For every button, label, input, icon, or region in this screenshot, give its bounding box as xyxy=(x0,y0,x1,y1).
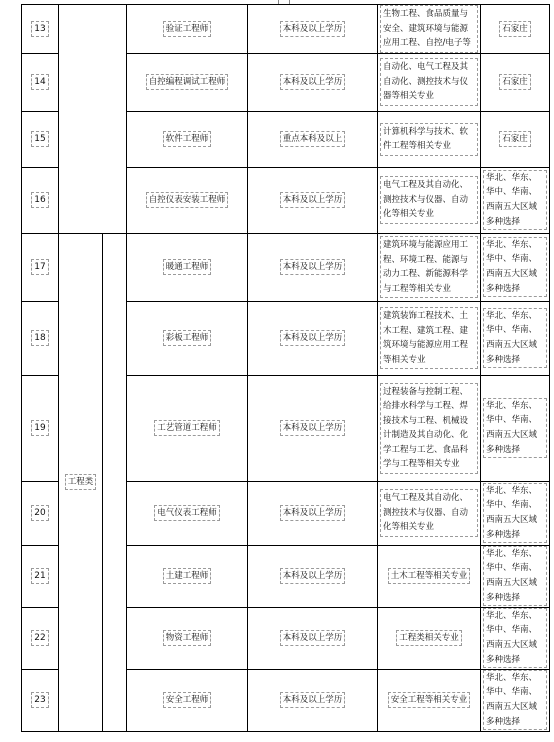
job-title: 自控编程调试工程师 xyxy=(146,74,229,90)
work-location: 石家庄 xyxy=(499,131,531,147)
major-requirement: 电气工程及其自动化、测控技术与仪器、自动化等相关专业 xyxy=(380,176,478,224)
education-cell xyxy=(248,375,378,481)
major-cell xyxy=(378,607,481,669)
row-number: 19 xyxy=(31,420,48,436)
major-requirement: 土木工程等相关专业 xyxy=(388,568,471,584)
location-cell xyxy=(481,481,550,545)
job-title-cell xyxy=(127,545,248,607)
row-number-cell xyxy=(22,233,59,301)
education-requirement: 本科及以上学历 xyxy=(280,630,346,646)
work-location: 石家庄 xyxy=(499,21,531,37)
education-requirement: 本科及以上学历 xyxy=(280,568,346,584)
education-cell xyxy=(248,301,378,375)
major-cell xyxy=(378,545,481,607)
row-number-cell xyxy=(22,301,59,375)
education-requirement: 本科及以上学历 xyxy=(280,192,346,208)
row-number: 18 xyxy=(31,330,48,346)
education-requirement: 本科及以上学历 xyxy=(280,21,346,37)
major-cell xyxy=(378,233,481,301)
major-requirement: 安全工程等相关专业 xyxy=(388,692,471,708)
location-cell xyxy=(481,111,550,167)
job-title-cell xyxy=(127,111,248,167)
job-title: 验证工程师 xyxy=(163,21,212,37)
major-cell xyxy=(378,53,481,111)
major-cell xyxy=(378,481,481,545)
location-cell xyxy=(481,301,550,375)
job-title-cell xyxy=(127,167,248,233)
work-location: 华北、华东、华中、华南、西南五大区域多种选择 xyxy=(483,546,547,606)
job-title-cell xyxy=(127,301,248,375)
table-row xyxy=(22,5,550,54)
job-title-cell xyxy=(127,375,248,481)
job-title-cell xyxy=(127,5,248,54)
location-cell xyxy=(481,53,550,111)
location-cell xyxy=(481,375,550,481)
education-requirement: 本科及以上学历 xyxy=(280,420,346,436)
job-title-cell xyxy=(127,669,248,731)
job-title: 工艺管道工程师 xyxy=(154,420,220,436)
job-title-cell xyxy=(127,481,248,545)
major-cell xyxy=(378,301,481,375)
row-number: 14 xyxy=(31,74,48,90)
education-requirement: 重点本科及以上 xyxy=(280,131,346,147)
row-number-cell xyxy=(22,375,59,481)
row-number: 21 xyxy=(31,568,48,584)
education-cell xyxy=(248,167,378,233)
education-cell xyxy=(248,669,378,731)
row-number: 16 xyxy=(31,192,48,208)
major-requirement: 自动化、电气工程及其自动化、测控技术与仪器等相关专业 xyxy=(380,58,478,106)
education-requirement: 本科及以上学历 xyxy=(280,505,346,521)
location-cell xyxy=(481,545,550,607)
education-cell xyxy=(248,545,378,607)
job-title: 暖通工程师 xyxy=(163,259,212,275)
education-requirement: 本科及以上学历 xyxy=(280,330,346,346)
location-cell xyxy=(481,167,550,233)
location-cell xyxy=(481,669,550,731)
work-location: 华北、华东、华中、华南、西南五大区域多种选择 xyxy=(483,237,547,297)
major-cell xyxy=(378,375,481,481)
category-cell-upper xyxy=(59,5,127,234)
row-number: 20 xyxy=(31,505,48,521)
education-cell xyxy=(248,5,378,54)
row-number-cell xyxy=(22,111,59,167)
work-location: 华北、华东、华中、华南、西南五大区域多种选择 xyxy=(483,670,547,730)
work-location: 华北、华东、华中、华南、西南五大区域多种选择 xyxy=(483,398,547,458)
education-cell xyxy=(248,607,378,669)
work-location: 华北、华东、华中、华南、西南五大区域多种选择 xyxy=(483,170,547,230)
major-requirement: 计算机科学与技术、软件工程等相关专业 xyxy=(380,123,478,156)
location-cell xyxy=(481,5,550,54)
row-number: 17 xyxy=(31,259,48,275)
location-cell xyxy=(481,233,550,301)
major-requirement: 建筑环境与能源应用工程、环境工程、能源与动力工程、新能源科学与工程等相关专业 xyxy=(380,236,478,298)
major-requirement: 建筑装饰工程技术、土木工程、建筑工程、建筑环境与能源应用工程等相关专业 xyxy=(380,307,478,369)
row-number-cell xyxy=(22,545,59,607)
job-title-cell xyxy=(127,607,248,669)
job-title: 软件工程师 xyxy=(163,131,212,147)
major-requirement: 工程类相关专业 xyxy=(396,630,462,646)
major-cell xyxy=(378,5,481,54)
education-cell xyxy=(248,53,378,111)
work-location: 华北、华东、华中、华南、西南五大区域多种选择 xyxy=(483,483,547,543)
row-number-cell xyxy=(22,607,59,669)
job-title: 土建工程师 xyxy=(163,568,212,584)
job-title-cell xyxy=(127,233,248,301)
job-title: 安全工程师 xyxy=(163,692,212,708)
major-requirement: 电气工程及其自动化、测控技术与仪器、自动化等相关专业 xyxy=(380,489,478,537)
education-requirement: 本科及以上学历 xyxy=(280,74,346,90)
job-title-cell xyxy=(127,53,248,111)
education-cell xyxy=(248,481,378,545)
row-number: 15 xyxy=(31,131,48,147)
row-number: 22 xyxy=(31,630,48,646)
table-row xyxy=(22,233,550,301)
major-requirement: 生物工程、食品质量与安全、建筑环境与能源应用工程、自控/电子等 xyxy=(380,5,478,53)
job-table xyxy=(21,4,550,732)
category-cell xyxy=(59,233,103,731)
major-cell xyxy=(378,167,481,233)
education-cell xyxy=(248,111,378,167)
row-number-cell xyxy=(22,53,59,111)
row-number: 23 xyxy=(31,692,48,708)
education-cell xyxy=(248,233,378,301)
row-number-cell xyxy=(22,481,59,545)
row-number-cell xyxy=(22,167,59,233)
row-number-cell xyxy=(22,5,59,54)
education-requirement: 本科及以上学历 xyxy=(280,692,346,708)
work-location: 华北、华东、华中、华南、西南五大区域多种选择 xyxy=(483,608,547,668)
job-title: 电气仪表工程师 xyxy=(154,505,220,521)
category-spacer-cell xyxy=(103,233,127,731)
job-title: 物资工程师 xyxy=(163,630,212,646)
major-cell xyxy=(378,111,481,167)
work-location: 华北、华东、华中、华南、西南五大区域多种选择 xyxy=(483,308,547,368)
category-label: 工程类 xyxy=(65,474,97,490)
job-title: 彩板工程师 xyxy=(163,330,212,346)
major-requirement: 过程装备与控制工程、给排水科学与工程、焊接技术与工程、机械设计制造及其自动化、化学工程与工艺、食品科学与工程等相关专业 xyxy=(380,383,478,474)
major-cell xyxy=(378,669,481,731)
row-number-cell xyxy=(22,669,59,731)
location-cell xyxy=(481,607,550,669)
education-requirement: 本科及以上学历 xyxy=(280,259,346,275)
job-title: 自控仪表安装工程师 xyxy=(146,192,229,208)
work-location: 石家庄 xyxy=(499,74,531,90)
row-number: 13 xyxy=(31,21,48,37)
